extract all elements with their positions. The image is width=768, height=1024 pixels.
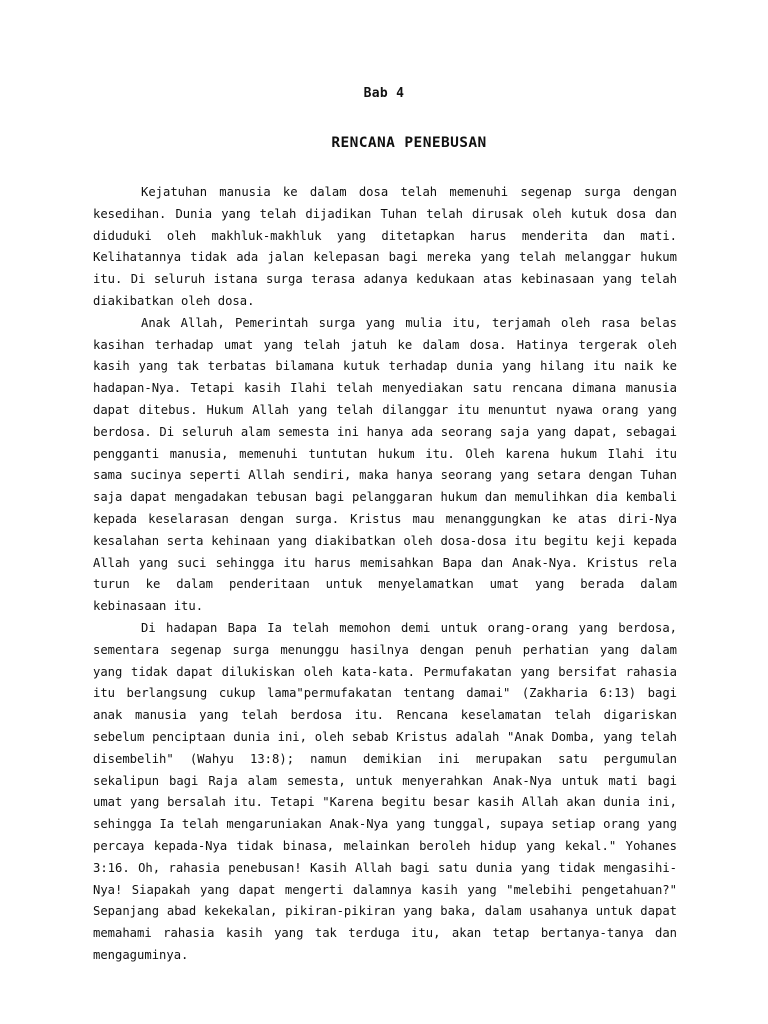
chapter-title: RENCANA PENEBUSAN bbox=[331, 135, 487, 151]
paragraph: Anak Allah, Pemerintah surga yang mulia itu, terjamah oleh rasa belas kasihan terhadap umat yang telah jatuh ke dalam dosa. Hatinya tergerak oleh kasih yang tak terbatas bilamana kutuk terhadap dunia yang hilang itu naik ke hadapan-Nya. Tetapi kasih Ilahi telah menyediakan satu rencana dimana manusia dapat ditebus. Hukum Allah yang telah dilanggar itu menuntut nyawa orang yang berdosa. Di seluruh alam semesta ini hanya ada seorang saja yang dapat, sebagai pengganti manusia, memenuhi tuntutan hukum itu. Oleh karena hukum Ilahi itu sama sucinya seperti Allah sendiri, maka hanya seorang yang setara dengan Tuhan saja dapat mengadakan tebusan bagi pelanggaran hukum dan memulihkan dia kembali kepada keselarasan dengan surga. Kristus mau menanggungkan ke atas diri-Nya kesalahan serta kehinaan yang diakibatkan oleh dosa-dosa itu begitu keji kepada Allah yang suci sehingga itu harus memisahkan Bapa dan Anak-Nya. Kristus rela turun ke dalam penderitaan untuk menyelamatkan umat yang berada dalam kebinasaan itu. bbox=[93, 315, 677, 614]
chapter-heading: Bab 4 bbox=[363, 86, 405, 101]
paragraph: Di hadapan Bapa Ia telah memohon demi untuk orang-orang yang berdosa, sementara segenap surga menunggu hasilnya dengan penuh perhatian yang dalam yang tidak dapat dilukiskan oleh kata-kata. Permufakatan yang bersifat rahasia itu berlangsung cukup lama"permufakatan tentang damai" (Zakharia 6:13) bagi anak manusia yang telah berdosa itu. Rencana keselamatan telah digariskan sebelum penciptaan dunia ini, oleh sebab Kristus adalah "Anak Domba, yang telah disembelih" (Wahyu 13:8); namun demikian ini merupakan satu pergumulan sekalipun bagi Raja alam semesta, untuk menyerahkan Anak-Nya untuk mati bagi umat yang bersalah itu. Tetapi "Karena begitu besar kasih Allah akan dunia ini, sehingga Ia telah mengaruniakan Anak-Nya yang tunggal, supaya setiap orang yang percaya kepada-Nya tidak binasa, melainkan beroleh hidup yang kekal." Yohanes 3:16. Oh, rahasia penebusan! Kasih Allah bagi satu dunia yang tidak mengasihi-Nya! Siapakah yang dapat mengerti dalamnya kasih yang "melebihi pengetahuan?" Sepanjang abad kekekalan, pikiran-pikiran yang baka, dalam usahanya untuk dapat memahami rahasia kasih yang tak terduga itu, akan tetap bertanya-tanya dan mengaguminya. bbox=[93, 620, 677, 962]
body-text bbox=[93, 182, 677, 967]
paragraph: Kejatuhan manusia ke dalam dosa telah memenuhi segenap surga dengan kesedihan. Dunia yang telah dijadikan Tuhan telah dirusak oleh kutuk dosa dan diduduki oleh makhluk-makhluk yang ditetapkan harus menderita dan mati. Kelihatannya tidak ada jalan kelepasan bagi mereka yang telah melanggar hukum itu. Di seluruh istana surga terasa adanya kedukaan atas kebinasaan yang telah diakibatkan oleh dosa. bbox=[93, 185, 677, 308]
